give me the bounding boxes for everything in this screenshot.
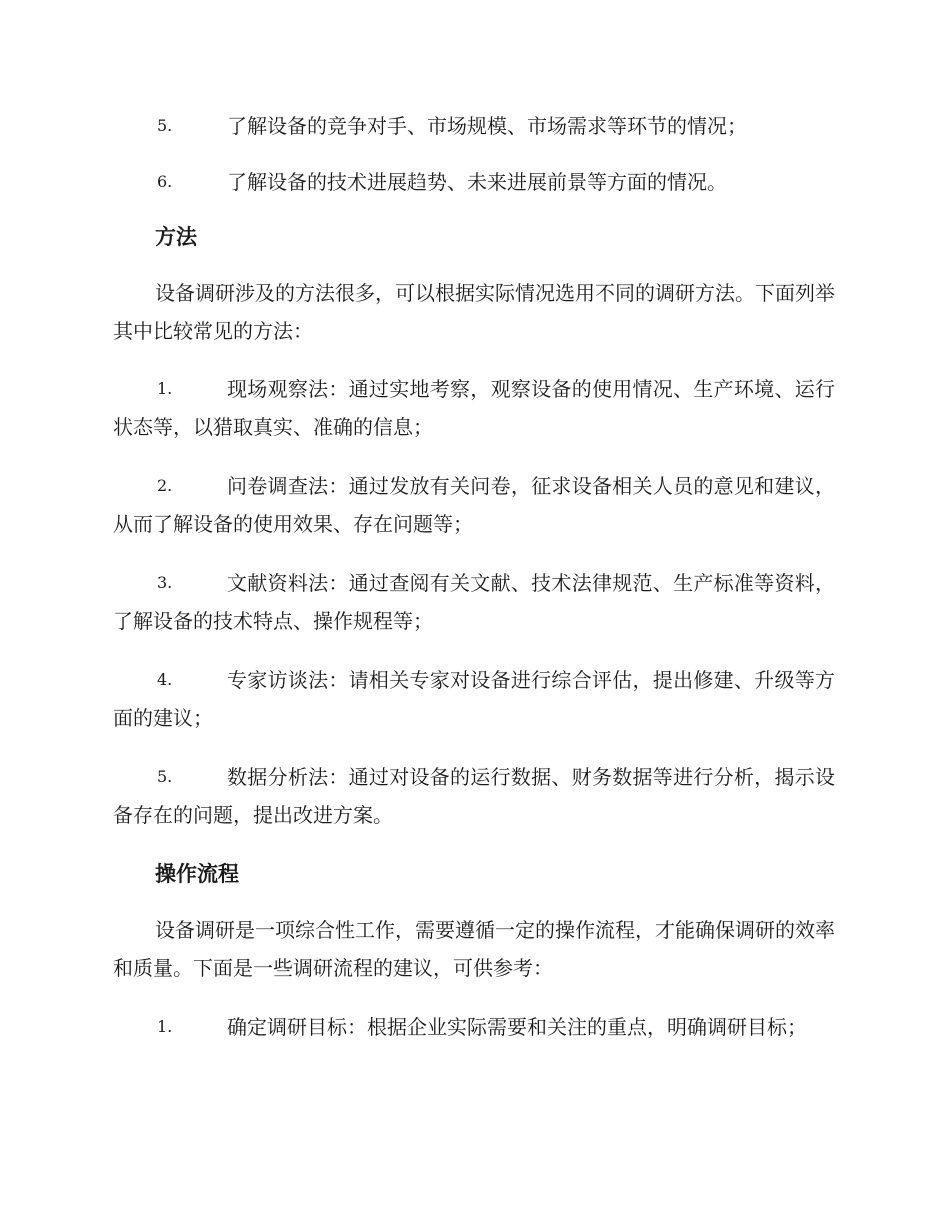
process-intro-paragraph: 设备调研是一项综合性工作，需要遵循一定的操作流程，才能确保调研的效率和质量。下面是一些调研流程的建议，可供参考： <box>113 918 835 980</box>
section-heading-process: 操作流程 <box>155 861 239 886</box>
list-text: 问卷调查法：通过发放有关问卷，征求设备相关人员的意见和建议，从而了解设备的使用效果、存在问题等； <box>113 474 835 536</box>
list-item <box>113 661 835 737</box>
list-item <box>113 564 835 640</box>
section-heading-methods: 方法 <box>155 224 197 249</box>
list-number: 1. <box>157 379 173 398</box>
list-number: 1. <box>157 1017 173 1036</box>
list-item <box>113 107 835 145</box>
list-item <box>113 370 835 446</box>
list-number: 2. <box>157 476 173 495</box>
list-text: 专家访谈法：请相关专家对设备进行综合评估，提出修建、升级等方面的建议； <box>113 668 835 730</box>
list-item <box>113 758 835 834</box>
list-number: 6. <box>157 172 173 191</box>
list-number: 5. <box>157 767 173 786</box>
list-item <box>113 467 835 543</box>
list-text: 确定调研目标：根据企业实际需要和关注的重点，明确调研目标； <box>227 1015 807 1039</box>
list-text: 了解设备的竞争对手、市场规模、市场需求等环节的情况； <box>227 114 747 138</box>
list-number: 3. <box>157 573 173 592</box>
list-text: 数据分析法：通过对设备的运行数据、财务数据等进行分析，揭示设备存在的问题，提出改进方案。 <box>113 765 835 827</box>
list-text: 了解设备的技术进展趋势、未来进展前景等方面的情况。 <box>227 170 727 194</box>
list-text: 现场观察法：通过实地考察，观察设备的使用情况、生产环境、运行状态等，以猎取真实、准确的信息； <box>113 377 835 439</box>
list-item <box>113 1008 835 1046</box>
list-text: 文献资料法：通过查阅有关文献、技术法律规范、生产标准等资料，了解设备的技术特点、操作规程等； <box>113 571 835 633</box>
list-number: 4. <box>157 670 173 689</box>
methods-intro-paragraph: 设备调研涉及的方法很多，可以根据实际情况选用不同的调研方法。下面列举其中比较常见的方法： <box>113 281 835 343</box>
list-item <box>113 163 835 201</box>
list-number: 5. <box>157 116 173 135</box>
